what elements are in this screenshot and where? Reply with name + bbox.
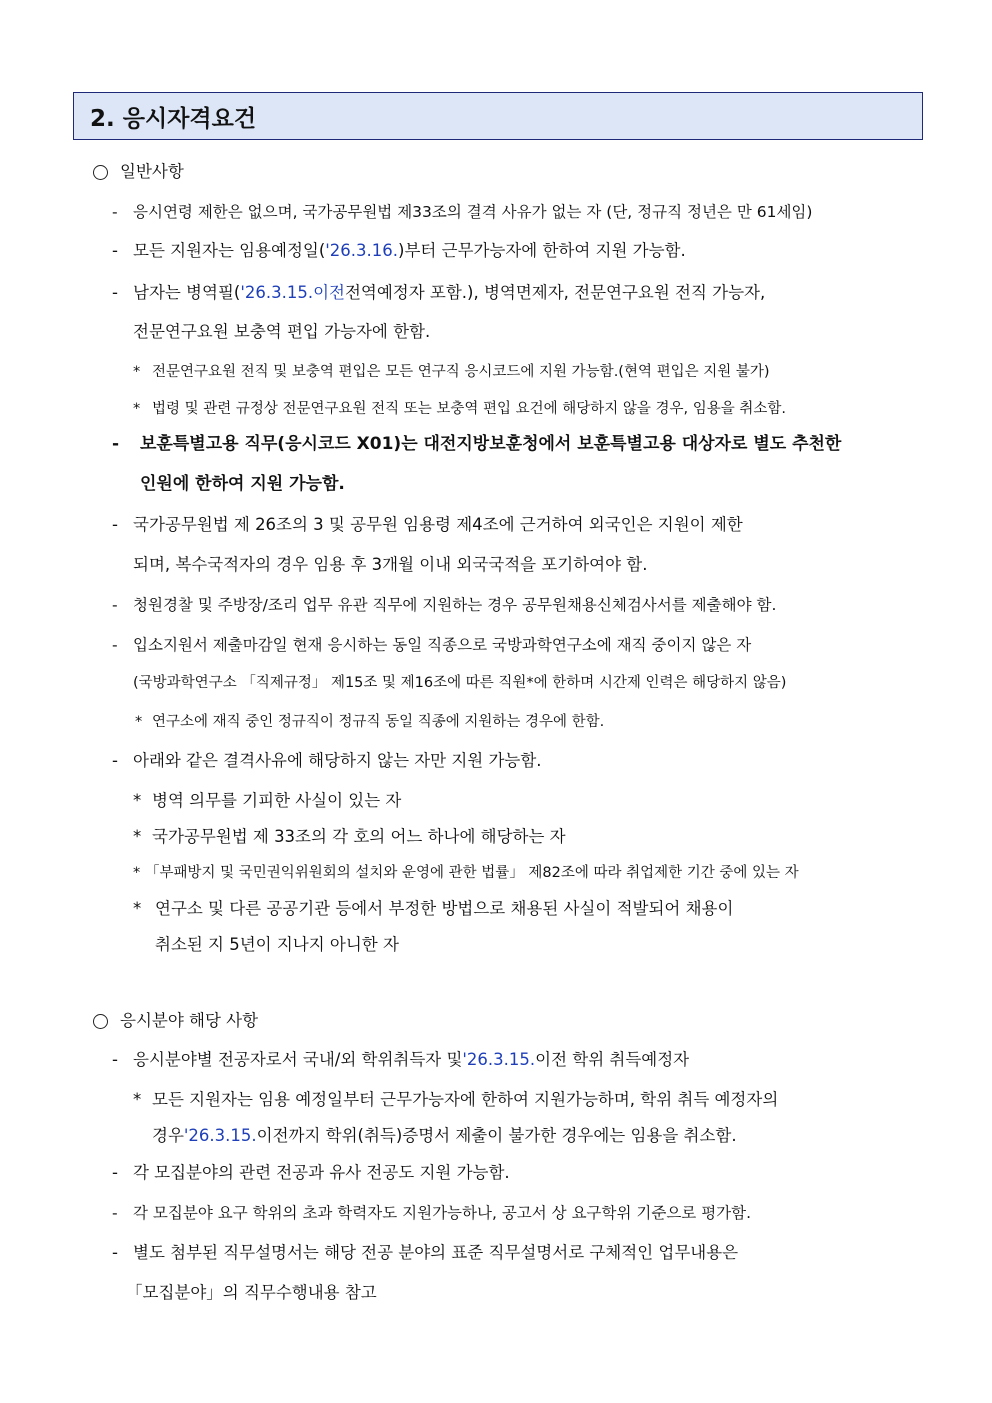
section-title xyxy=(73,92,923,140)
star-marker: * xyxy=(133,1090,142,1109)
field-heading-line xyxy=(0,1004,992,1038)
list-item-continuation xyxy=(0,548,992,582)
item-text: 병역 의무를 기피한 사실이 있는 자 xyxy=(152,791,402,810)
star-marker: * xyxy=(133,791,142,810)
dash-marker: - xyxy=(112,1204,118,1222)
item-text: 인원에 한하여 지원 가능함. xyxy=(140,474,345,494)
item-text xyxy=(133,1043,689,1077)
disqualification-item xyxy=(0,784,992,818)
dash-marker: - xyxy=(112,636,118,654)
dash-marker: - xyxy=(112,1050,118,1069)
note-text: 전문연구요원 전직 및 보충역 편입은 모든 연구직 응시코드에 지원 가능함.(현역 편입은 지원 불가) xyxy=(152,364,770,380)
list-item xyxy=(0,195,992,229)
disqualification-item xyxy=(0,892,992,926)
list-item xyxy=(0,1196,992,1230)
list-item-continuation xyxy=(0,315,992,349)
list-item-bold xyxy=(0,427,992,461)
star-marker: * xyxy=(133,364,141,380)
item-text-part: )부터 근무가능자에 한하여 지원 가능함. xyxy=(398,241,686,260)
dash-marker: - xyxy=(112,1243,118,1262)
item-text xyxy=(133,276,765,310)
item-text: 연구소 및 다른 공공기관 등에서 부정한 방법으로 채용된 사실이 적발되어 채용이 xyxy=(155,899,734,918)
star-marker: * xyxy=(135,714,143,730)
item-text: 국가공무원법 제 26조의 3 및 공무원 임용령 제4조에 근거하여 외국인은 지원이 제한 xyxy=(133,515,743,534)
dash-marker: - xyxy=(112,434,120,454)
dash-marker: - xyxy=(112,515,118,534)
note-item xyxy=(0,392,992,426)
list-item-continuation xyxy=(0,666,992,700)
dash-marker: - xyxy=(112,751,118,770)
list-item xyxy=(0,628,992,662)
list-item-continuation xyxy=(0,1276,992,1310)
item-text: 응시연령 제한은 없으며, 국가공무원법 제33조의 결격 사유가 없는 자 (단, 정규직 정년은 만 61세임) xyxy=(133,203,813,221)
note-item xyxy=(0,355,992,389)
star-marker: * xyxy=(133,899,142,918)
star-marker: * xyxy=(133,865,141,881)
star-marker: * xyxy=(133,827,142,846)
dash-marker: - xyxy=(112,596,118,614)
note-text-part: 이전까지 학위(취득)증명서 제출이 불가한 경우에는 임용을 취소함. xyxy=(256,1126,737,1145)
list-item xyxy=(0,588,992,622)
item-text: 「부패방지 및 국민권익위원회의 설치와 운영에 관한 법률」 제82조에 따라 취업제한 기간 중에 있는 자 xyxy=(145,865,799,881)
item-text: 아래와 같은 결격사유에 해당하지 않는 자만 지원 가능함. xyxy=(133,751,542,770)
dash-marker: - xyxy=(112,241,118,260)
general-heading-line xyxy=(0,155,992,189)
item-text: 입소지원서 제출마감일 현재 응시하는 동일 직종으로 국방과학연구소에 재직 중이지 않은 자 xyxy=(133,636,752,654)
item-text-part: 응시분야별 전공자로서 국내/외 학위취득자 및 xyxy=(133,1050,463,1069)
note-item xyxy=(0,1083,992,1117)
item-text: 전문연구요원 보충역 편입 가능자에 한함. xyxy=(133,322,431,341)
item-text-part: 모든 지원자는 임용예정일( xyxy=(133,241,326,260)
list-item xyxy=(0,234,992,268)
list-item-continuation xyxy=(0,467,992,501)
dash-marker: - xyxy=(112,1163,118,1182)
item-text: 보훈특별고용 직무(응시코드 X01)는 대전지방보훈청에서 보훈특별고용 대상자로 별도 추천한 xyxy=(140,434,842,454)
item-text: 별도 첨부된 직무설명서는 해당 전공 분야의 표준 직무설명서로 구체적인 업무내용은 xyxy=(133,1243,739,1262)
item-text: (국방과학연구소 「직제규정」 제15조 및 제16조에 따른 직원*에 한하며 시간제 인력은 해당하지 않음) xyxy=(133,675,787,691)
item-text xyxy=(133,234,686,268)
item-text: 되며, 복수국적자의 경우 임용 후 3개월 이내 외국국적을 포기하여야 함. xyxy=(133,555,648,574)
item-text-part: 남자는 병역필( xyxy=(133,283,241,302)
date-highlight: '26.3.16. xyxy=(325,241,399,260)
note-item xyxy=(0,705,992,739)
date-highlight: '26.3.15. xyxy=(183,1126,257,1145)
star-marker: * xyxy=(133,401,141,417)
section-title-text: 2. 응시자격요건 xyxy=(90,105,257,132)
dash-marker: - xyxy=(112,203,118,221)
disqualification-continuation xyxy=(0,928,992,962)
list-item xyxy=(0,1043,992,1077)
list-item xyxy=(0,744,992,778)
list-item xyxy=(0,1156,992,1190)
note-text: 법령 및 관련 규정상 전문연구요원 전직 또는 보충역 편입 요건에 해당하지 않을 경우, 임용을 취소함. xyxy=(152,401,787,417)
item-text: 각 모집분야 요구 학위의 초과 학력자도 지원가능하나, 공고서 상 요구학위 기준으로 평가함. xyxy=(133,1204,752,1222)
date-highlight: '26.3.15.이전 xyxy=(240,283,345,302)
item-text: 각 모집분야의 관련 전공과 유사 전공도 지원 가능함. xyxy=(133,1163,510,1182)
disqualification-item xyxy=(0,820,992,854)
note-text-part: 경우 xyxy=(152,1126,184,1145)
circle-bullet-icon xyxy=(93,1014,108,1029)
disqualification-item xyxy=(0,856,992,890)
circle-bullet-icon xyxy=(93,165,108,180)
note-text: 연구소에 재직 중인 정규직이 정규직 동일 직종에 지원하는 경우에 한함. xyxy=(152,714,605,730)
note-continuation xyxy=(0,1119,992,1153)
list-item xyxy=(0,276,992,310)
general-heading: 일반사항 xyxy=(120,162,184,181)
dash-marker: - xyxy=(112,283,118,302)
item-text: 취소된 지 5년이 지나지 아니한 자 xyxy=(155,935,399,954)
note-text: 모든 지원자는 임용 예정일부터 근무가능자에 한하여 지원가능하며, 학위 취득 예정자의 xyxy=(152,1090,779,1109)
date-highlight: '26.3.15. xyxy=(462,1050,536,1069)
note-text xyxy=(152,1119,737,1153)
item-text-part: 이전 학위 취득예정자 xyxy=(535,1050,690,1069)
field-heading: 응시분야 해당 사항 xyxy=(120,1011,259,1030)
item-text: 「모집분야」의 직무수행내용 참고 xyxy=(126,1283,377,1302)
item-text-part: 전역예정자 포함.), 병역면제자, 전문연구요원 전직 가능자, xyxy=(344,283,766,302)
item-text: 국가공무원법 제 33조의 각 호의 어느 하나에 해당하는 자 xyxy=(152,827,566,846)
item-text: 청원경찰 및 주방장/조리 업무 유관 직무에 지원하는 경우 공무원채용신체검사서를 제출해야 함. xyxy=(133,596,777,614)
list-item xyxy=(0,1236,992,1270)
list-item xyxy=(0,508,992,542)
